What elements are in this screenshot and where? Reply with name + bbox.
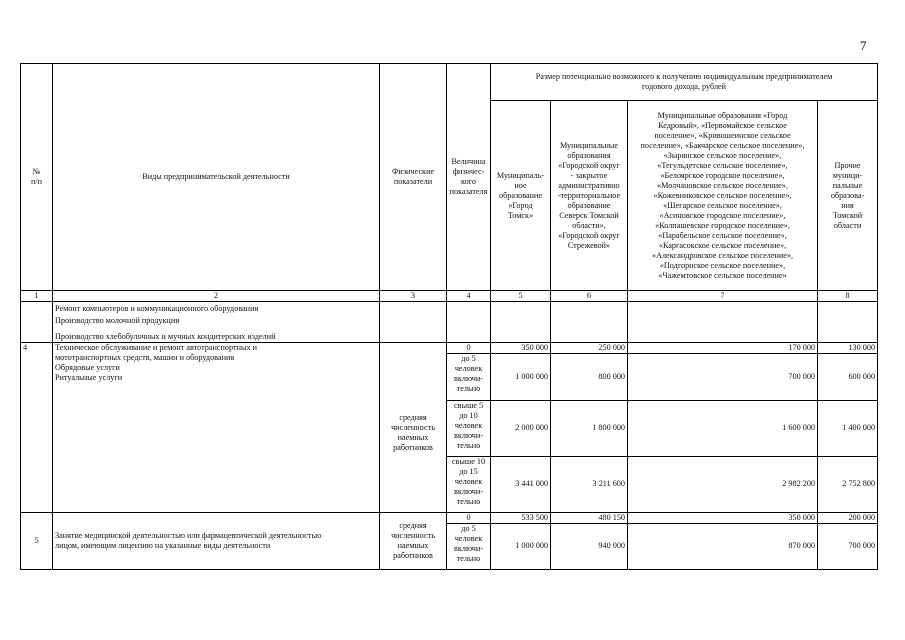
header-magnitude: Величина физичес- кого показателя [447, 64, 491, 291]
row5-tomsk: 533 500 [491, 512, 551, 523]
continuation-other [818, 301, 878, 342]
column-number: 3 [380, 291, 447, 302]
continuation-physical [380, 301, 447, 342]
row4-seversk: 1 800 000 [551, 400, 628, 456]
row4-magnitude: свыше 10 до 15 человек включи- тельно [447, 456, 491, 512]
row5-other: 700 000 [818, 523, 878, 569]
continuation-seversk [551, 301, 628, 342]
header-activity: Виды предпринимательской деятельности [53, 64, 380, 291]
row5-physical: средняя численность наемных работников [380, 512, 447, 569]
continuation-num [21, 301, 53, 342]
row5-rural: 870 000 [628, 523, 818, 569]
row5-magnitude: 0 [447, 512, 491, 523]
activity-line: Занятие медицинской деятельностью или фармацевтической деятельностью [55, 530, 322, 540]
row5-magnitude: до 5 человек включи- тельно [447, 523, 491, 569]
header-seversk: Муниципальные образования «Городской округ - закрытое административно -территориальное образование Северск Томской области», «Городской округ Стрежевой» [551, 101, 628, 291]
row4-tomsk: 3 441 000 [491, 456, 551, 512]
row4-magnitude: 0 [447, 342, 491, 353]
column-numbers-row [21, 291, 878, 302]
row5-activities [53, 512, 380, 569]
continuation-rural [628, 301, 818, 342]
activity-line: Производство молочной продукции [55, 315, 180, 325]
column-number: 1 [21, 291, 53, 302]
income-table [20, 63, 878, 570]
row5-seversk: 940 000 [551, 523, 628, 569]
row4-rural: 2 982 200 [628, 456, 818, 512]
page-number: 7 [860, 38, 867, 53]
header-physical: Физические показатели [380, 64, 447, 291]
row5-other: 200 000 [818, 512, 878, 523]
continuation-row [21, 301, 878, 342]
activity-line: мототранспортных средств, машин и оборудования [55, 352, 235, 362]
activity-line: Производство хлебобулочных и мучных кондитерских изделий [55, 331, 276, 341]
row4-other: 130 000 [818, 342, 878, 353]
row4-other: 2 752 800 [818, 456, 878, 512]
row4-other: 600 000 [818, 353, 878, 400]
header-other: Прочие муници- пальные образова- ния Томской области [818, 101, 878, 291]
row5-seversk: 480 150 [551, 512, 628, 523]
continuation-activities [53, 301, 380, 342]
row4-tomsk: 1 000 000 [491, 353, 551, 400]
row4-num: 4 [21, 342, 53, 512]
row5-rural: 350 000 [628, 512, 818, 523]
header-num: № п/п [21, 64, 53, 291]
column-number: 5 [491, 291, 551, 302]
activity-line: лицом, имеющим лицензию на указанные виды деятельности [55, 540, 271, 550]
column-number: 4 [447, 291, 491, 302]
header-group-title: Размер потенциально возможного к получению индивидуальным предпринимателем годового дохода, рублей [491, 64, 878, 101]
row4-rural: 170 000 [628, 342, 818, 353]
activity-line: Обрядовые услуги [55, 362, 120, 372]
row4-physical-top [380, 342, 447, 353]
row4-rural: 700 000 [628, 353, 818, 400]
row4-tomsk: 350 000 [491, 342, 551, 353]
activity-line: Ритуальные услуги [55, 372, 123, 382]
activity-line: Техническое обслуживание и ремонт автотранспортных и [55, 342, 257, 352]
row4-seversk: 3 211 600 [551, 456, 628, 512]
header-tomsk: Муниципаль- ное образование «Город Томск» [491, 101, 551, 291]
continuation-tomsk [491, 301, 551, 342]
row4-activities [53, 342, 380, 512]
row4-physical: средняя численность наемных работников [380, 353, 447, 512]
row4-seversk: 800 000 [551, 353, 628, 400]
row4-rural: 1 600 000 [628, 400, 818, 456]
continuation-magnitude [447, 301, 491, 342]
column-number: 2 [53, 291, 380, 302]
row5-tomsk: 1 000 000 [491, 523, 551, 569]
activity-line: Ремонт компьютеров и коммуникационного оборудования [55, 303, 259, 313]
column-number: 8 [818, 291, 878, 302]
row4-seversk: 250 000 [551, 342, 628, 353]
table-row [21, 342, 878, 353]
row4-magnitude: свыше 5 до 10 человек включи- тельно [447, 400, 491, 456]
row4-other: 1 400 000 [818, 400, 878, 456]
table-row [21, 512, 878, 523]
column-number: 7 [628, 291, 818, 302]
row4-magnitude: до 5 человек включи- тельно [447, 353, 491, 400]
row5-num: 5 [21, 512, 53, 569]
header-rural: Муниципальные образования «Город Кедровый», «Первомайское сельское поселение», «Кривошеинское сельское поселение», «Бакчарское сельское поселение», «Зырянское сельское поселение», «Тегульдетское сельское поселение», «Белоярское городское поселение», «Молчановское сельское поселение», «Кожевниковское сельское поселение», «Шегарское сельское поселение», «Асиновское городское поселение», «Колпашевское городское поселение», «Парабельское сельское поселение», «Каргасокское сельское поселение», «Александровское сельское поселение», «Подгорнское сельское поселение», «Чажемтовское сельское поселение» [628, 101, 818, 291]
row4-tomsk: 2 000 000 [491, 400, 551, 456]
column-number: 6 [551, 291, 628, 302]
header-row-1 [21, 64, 878, 101]
